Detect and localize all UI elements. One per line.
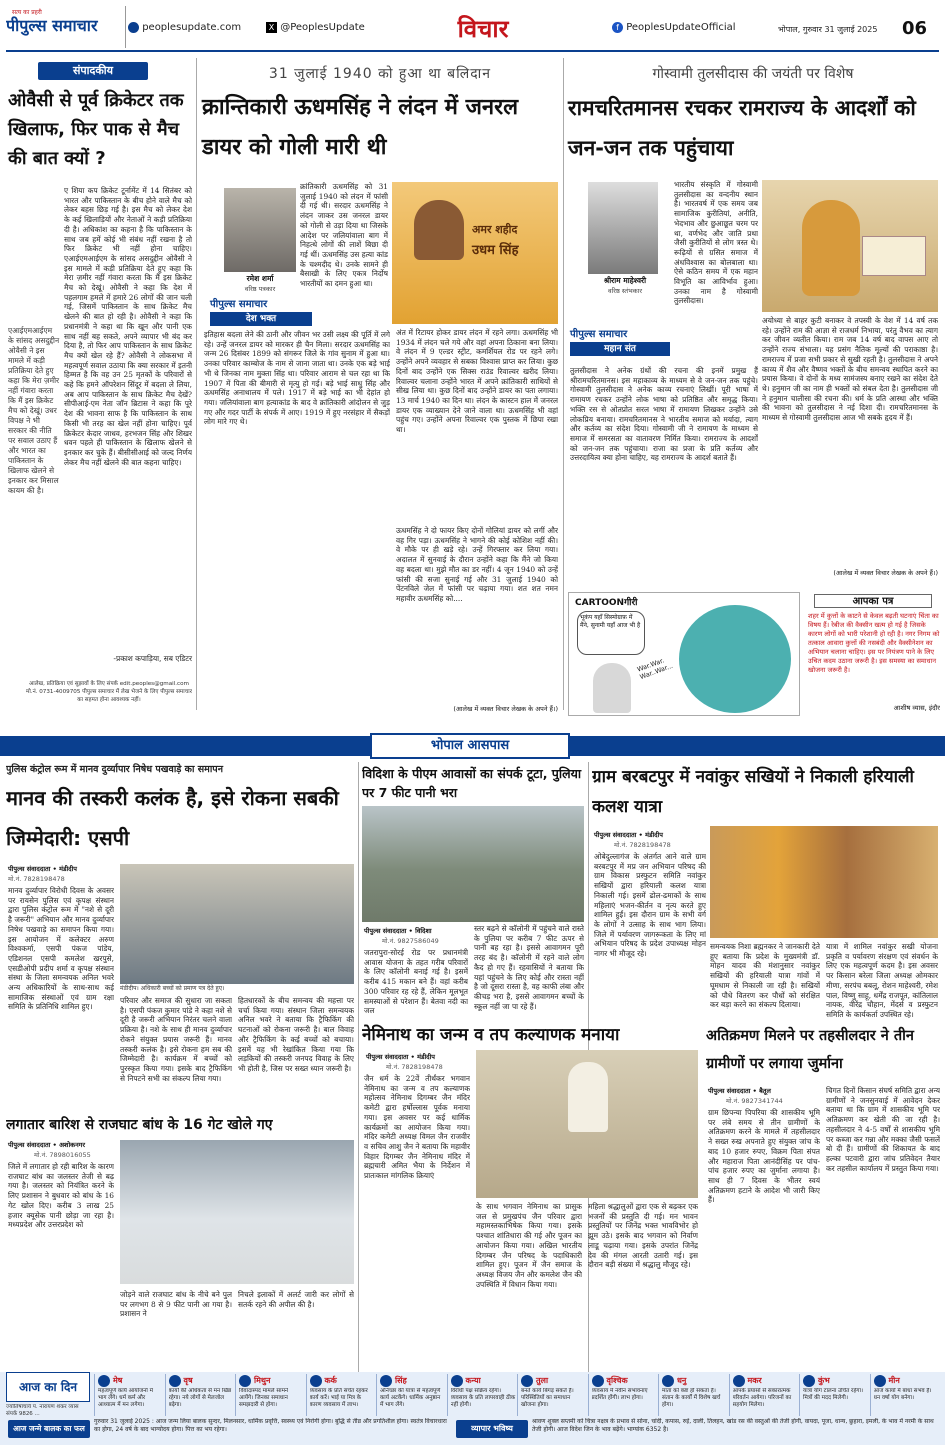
zodiac-icon xyxy=(380,1375,392,1387)
rajghat-col2: जोड़ने वाले राजघाट बांध के नीचे बने पुल पर लगभग 8 से 9 फीट पानी आ गया है। प्रशासन ने xyxy=(120,1290,232,1319)
udham-col1: क्रांतिकारी ऊधमसिंह को 31 जुलाई 1940 को लंदन में फांसी दी गई थी। सरदार ऊधमसिंह ने लंदन जाकर उस जनरल डायर को गोली से उड़ा दिया था जिसके आदेश पर जलियांवाला बाग में निहत्थे लोगों की लाशें बिछा दी गई थीं। ऊधमसिंह उस हत्या कांड के चश्मदीद थे। उनके सामने ही बैसाखी के लिए एकत्र निर्दोष भारतीयों का दमन हुआ था। xyxy=(300,182,388,289)
zodiac-sign-10 xyxy=(799,1374,869,1416)
zodiac-icon xyxy=(451,1375,463,1387)
zodiac-text: विरोधी पक्ष सक्रिय रहेगा। व्यवसाय के प्रति लापरवाही ठीक नहीं होगी। xyxy=(450,1388,516,1408)
tulsi-author-photo xyxy=(588,182,658,274)
zodiac-icon xyxy=(874,1375,886,1387)
twitter-icon: X xyxy=(266,22,277,33)
jurmana-byline: पीपुल्स संवाददाता • बैतूल xyxy=(708,1087,771,1095)
tulsi-col3: अयोध्या से बाहर कुटी बनाकर वे तपस्वी के वेश में 14 वर्ष तक रहे। उन्होंने राम की आज्ञा से राजधर्म निभाया, परंतु वैभव का त्याग कर जीवन व्यतीत किया। राम जब 14 वर्ष बाद वापस आए तो उन्होंने राज्य संभाला। यह प्रसंग नैतिक मूल्यों की पराकाष्ठा है। रामराज्य में प्रजा सभी प्रकार से सुखी रहती है। तुलसीदास ने अपने काव्य में शैव और वैष्णव भक्तों के बीच समन्वय स्थापित करने का प्रयास किया। वे दोनों के मध्य सामंजस्य बनाए रखने का संदेश देते थे। हनुमान जी का नाम ही भक्तों को संबल देता है। तुलसीदास जी ने हनुमान चालीसा की रचना की। धर्म के प्रति आस्था और भक्ति की भावना को तुलसीदास ने नई दिशा दी। रामचरितमानस के माध्यम से गोस्वामी तुलसीदास आज भी सबके हृदय में हैं। xyxy=(762,316,938,423)
zodiac-sign-0 xyxy=(94,1374,164,1416)
kalash-col3: यात्रा में शामिल नवांकुर सखी योजना प्रकृति व पर्यावरण संरक्षण एवं संवर्धन के लिए एक महत्वपूर्ण कदम है। इस अवसर पर किसान बरेला जिला अध्यक्ष ओमकार मीणा, सरपंच बबलू, रोशन माहेश्वरी, रमेश पाल, विष्णु साहू, धर्मेंद्र राजपूत, कांतिलाल नायक, वीरेंद्र चौहान, मेंदर्स व प्रस्फुटन समिति के कार्यकर्ता उपस्थित रहे। xyxy=(826,942,938,1018)
rajghat-phone: मो.नं. 7898016055 xyxy=(34,1151,91,1159)
neminath-article xyxy=(362,1024,702,1370)
trafficking-byline: पीपुल्स संवाददाता • मंडीदीप xyxy=(8,865,77,873)
zodiac-sign-7 xyxy=(588,1374,658,1416)
rajghat-col1: जिले में लगातार हो रही बारिश के कारण राजघाट बांध का जलस्तर तेजी से बढ़ गया है। जलस्तर को नियंत्रित करने के लिए प्रशासन ने बुधवार को बांध के 16 गेट खोल दिए। करीब 3 लाख 25 हजार क्यूसेक पानी छोड़ा जा रहा है। मध्यप्रदेश और उत्तरप्रदेश को xyxy=(8,1162,114,1230)
kalash-headline: ग्राम बरबटपुर में नवांकुर सखियों ने निकाली हरियाली कलश यात्रा xyxy=(592,767,914,817)
neminath-headline: नेमिनाथ का जन्म व तप कल्याणक मनाया xyxy=(362,1025,620,1045)
cartoon-box xyxy=(568,592,800,716)
vidisha-byline: पीपुल्स संवाददाता • विदिशा xyxy=(364,927,432,935)
letter-body: शहर में कुत्तों के काटने से केवल बढ़ती घटनाएं चिंता का विषय हैं। रेबीज की वैक्सीन खत्म हो गई है जिसके कारण लोगों को भारी परेशानी हो रही है। नगर निगम को तत्काल आवारा कुत्तों की नसबंदी और वैक्सीनेशन का अभियान चलाना चाहिए। इस पर नियंत्रण पाने के लिए उचित कदम उठाना जरूरी है। इस समस्या का समाधान खोजना जरूरी है। xyxy=(808,612,940,674)
editorial-body: ए शिया कप क्रिकेट टूर्नामेंट में 14 सितंबर को भारत और पाकिस्तान के बीच होने वाले मैच को लेकर बहस छिड़ गई है। इस मैच को लेकर देश के कई खिलाड़ियों और नेताओं ने कड़ी प्रतिक्रिया दी है। अधिकांश का कहना है कि पाकिस्तान के साथ जब हमें कोई भी संबंध नहीं रखना है तो फिर क्रिकेट भी नहीं होना चाहिए। एआईएमआईएम के सांसद असदुद्दीन ओवैसी ने इस मामले में कड़ी प्रतिक्रिया देते हुए कहा कि मेरा ज़मीर नहीं गंवारा करता कि मैं इस क्रिकेट मैच को देखूं। ओवैसी ने कहा कि देश में पहलगाम हमले में हमारे 26 लोगों की जान चली गई, जिसमें पाकिस्तान के साथ क्रिकेट मैच खेलने की बात हो रही है। ओवैसी ने कहा कि प्रधानमंत्री ने कहा था कि खून और पानी एक साथ नहीं बह सकते, अपने व्यापार भी बंद कर दिया है, तो फिर आप पाकिस्तान के साथ क्रिकेट मैच क्यों खेल रहे हैं? ओवैसी ने लोकसभा में महत्वपूर्ण सवाल उठाया कि क्या सरकार में इतनी हिम्मत है कि वह उन 25 मृतकों के परिवारों से कहे कि हमने ऑपरेशन सिंदूर में बदला ले लिया, अब आप पाकिस्तान के साथ क्रिकेट मैच देखें? सीपीआई-एम नेता जॉन ब्रिटास ने कहा कि पूरे देश की भावना साफ है कि पाकिस्तान के साथ किसी भी तरह का खेल नहीं होना चाहिए। पूर्व क्रिकेटर केदार जाधव, हरभजन सिंह और शिखर धवन पहले ही पाकिस्तान के खिलाफ खेलने से इनकार कर चुके हैं। बीसीसीआई को जल्द निर्णय लेकर मैच नहीं खेलने की बात कहना चाहिए। xyxy=(64,186,192,467)
cartoon-bubble: भूकंप यहाँ सिस्मोग्राफ़ में मैंने, सुनामी यहाँ आज भी है xyxy=(577,611,645,655)
zodiac-text: व्यवसाय में नवीन संभावनाएं प्रदर्शित होंगी। लाभ होगा। xyxy=(591,1388,648,1401)
neminath-col2: के साथ भगवान नेमिनाथ का प्रासुक जल से प्रमुखपंच जैन परिवार द्वारा महामस्तकाभिषेक किया गया। इसके पश्चात शांतिधारा की गई और पूजन का आयोजन किया गया। अखिल भारतीय दिगम्बर जैन परिषद के पदाधिकारी शामिल हुए। पूजन में जैन समाज के अध्यक्ष विजय जैन और कमलेश जैन की उपस्थिति में विधान किया गया। xyxy=(476,1202,582,1289)
brand-logo: पीपुल्स समाचार xyxy=(6,16,98,35)
neminath-col3: महिला श्रद्धालुओं द्वारा एक से बढ़कर एक भजनों की प्रस्तुति दी गई। मन भावन प्रस्तुतियों पर जिनेंद्र भक्त भावविभोर हो झूम उठे। इसके बाद भगवान को निर्वाण लाडू चढ़ाया गया। इसके उपरांत जिनेंद्र देव की मंगल आरती उतारी गई। इस दौरान बड़ी संख्या में श्रद्धालु मौजूद रहे। xyxy=(588,1202,698,1270)
zodiac-sign-3 xyxy=(306,1374,376,1416)
udham-footnote: (आलेख में व्यक्त विचार लेखक के अपने हैं।) xyxy=(453,705,558,713)
horoscope-title: आज का दिन xyxy=(19,1380,77,1394)
trafficking-phone: मो.नं. 7828198478 xyxy=(8,875,65,883)
zodiac-name: कर्क xyxy=(324,1376,337,1385)
tulsi-author-role: वरिष्ठ स्तंभकार xyxy=(608,287,642,295)
kalash-photo xyxy=(710,826,938,938)
udham-author-photo xyxy=(224,188,296,272)
zodiac-icon xyxy=(733,1375,745,1387)
zodiac-name: मिथुन xyxy=(254,1376,271,1385)
editorial-signature: -प्रकाश कपाड़िया, सब एडिटर xyxy=(113,654,192,663)
zodiac-text: यात्रा योग टालना उचित रहेगा। मित्रों की मदद मिलेगी। xyxy=(803,1388,864,1401)
zodiac-name: मीन xyxy=(888,1376,900,1385)
zodiac-icon xyxy=(521,1375,533,1387)
horoscope-title-box xyxy=(6,1372,90,1402)
editorial-footer: आलेख, प्रतिक्रिया एवं सुझावों के लिए संपर्क edit.peoples@gmail.com मो.नं. 0731-4009705 पीपुल्स समाचार में लेख भेजने के लिए पीपुल्स समाचार का सहमत होना आवश्यक नहीं। xyxy=(26,681,192,703)
tulsi-illustration xyxy=(762,180,938,312)
tulsi-author-name: श्रीराम माहेश्वरी xyxy=(603,276,647,285)
zodiac-icon xyxy=(169,1375,181,1387)
zodiac-icon xyxy=(803,1375,815,1387)
trafficking-col3: हितधारकों के बीच समन्वय की महत्ता पर चर्चा किया गया। संस्थान जिला समन्वयक अनिल भवरे ने बताया कि ट्रैफिकिंग की घटनाओं को रोकना जरूरी है। बाल विवाह और ट्रैफिकिंग के कई बच्चों को बचाया। इसमें यह भी रेखांकित किया गया कि लड़कियों की तस्करी जनपद विवाह के लिए भी होती है, जिस पर सख्त ध्यान जरूरी है। xyxy=(238,996,354,1073)
zodiac-text: माता को कष्ट हो सकता है। संतान के कार्यों में विशेष खर्च होगा। xyxy=(662,1388,721,1408)
udham-poster xyxy=(392,182,558,324)
dateline: भोपाल, गुरुवार 31 जुलाई 2025 xyxy=(778,25,878,34)
trafficking-col1: मानव दुर्व्यापार विरोधी दिवस के अवसर पर रायसेन पुलिस एवं कृपक्ष संस्थान द्वारा पुलिस कंट्रोल रूम में "नशे से दूरी है जरूरी" अभियान और मानव दुर्व्यापार निषेध पखवाड़े का समापन किया गया। इस आयोजन में कलेक्टर अरुण विश्वकर्मा, एसपी पंकज पांडेय, एडिशनल एसपी कमलेश खरपुसे, एसडीओपी प्रदीप शर्मा व कृपक्ष संस्थान संस्था के जिला समन्वयक अनिल भवरे अन्य अधिकारियों के साथ-साथ कई सामाजिक संस्थाओं एवं ग्राम रक्षा समिति के प्रतिनिधि शामिल हुए। xyxy=(8,886,114,1012)
trafficking-photo xyxy=(120,864,354,984)
rajghat-article xyxy=(6,1114,356,1370)
facebook-page[interactable]: PeoplesUpdateOfficial xyxy=(626,22,736,33)
jurmana-article xyxy=(706,1022,940,1370)
udham-portrait xyxy=(414,200,464,260)
tulsi-headline: रामचरितमानस रचकर रामराज्य के आदर्शों को जन-जन तक पहुंचाया xyxy=(568,96,916,160)
page-number: 06 xyxy=(902,18,928,39)
tulsi-article xyxy=(566,58,940,578)
zodiac-sign-1 xyxy=(165,1374,235,1416)
zodiac-name: तुला xyxy=(536,1376,549,1385)
tulsi-col1: भारतीय संस्कृति में गोस्वामी तुलसीदास का वन्दनीय स्थान है। भारतवर्ष में एक समय जब सामाजिक कुरीतियां, अनीति, भेदभाव और छुआछूत चरम पर था, वर्णभेद और जाति प्रथा जैसी कुरीतियों से लोग त्रस्त थे। रूढ़ियों से ग्रसित समाज में अंधविश्वास का बोलबाला था। ऐसे कठिन समय में एक महान विभूति का आविर्भाव हुआ। उनका नाम है गोस्वामी तुलसीदास। xyxy=(674,180,758,306)
facebook-icon: f xyxy=(612,22,623,33)
business-text: श्रावण शुक्ल सप्तमी को चित्रा नक्षत्र के प्रभाव से सोना, चांदी, कपास, रुई, दाली, तिलहन, खांड रस की वस्तुओं की तेजी होगी, वायदा, पूजा, धान्य, छुहारा, इमली, के भाव में नरमी के साथ तेजी होगी। आज विदेश जिन के भाव बढ़ेंगे। भाग्यांक 6352 है। xyxy=(532,1418,934,1433)
zodiac-icon xyxy=(239,1375,251,1387)
vidisha-col1: जतरापुरा-सोरई रोड पर प्रधानमंत्री आवास योजना के तहत गरीब परिवारों के लिए कॉलोनी बनाई गई है। इसमें करीब 415 मकान बने हैं। वहां करीब 300 परिवार रह रहे हैं, लेकिन मूलभूत समस्याओं से परेशान हैं। बेतवा नदी का जल xyxy=(364,948,468,1016)
local-banner-title: भोपाल आसपास xyxy=(370,733,570,759)
masthead-rule xyxy=(6,50,939,52)
jurmana-col2: चिगत दिनों किसान संघर्ष समिति द्वारा अन्य ग्रामीणों ने जनसुनवाई में आवेदन देकर बताया था कि ग्राम में शासकीय भूमि पर अतिक्रमण कर खेती की जा रही है। तहसीलदार ने 4-5 वर्षों से शासकीय भूमि पर कब्जा कर गन्ना और मक्का जैसी फसलें बो दी हैं। ग्रामीणों की शिकायत के बाद हल्का पटवारी द्वारा जांच प्रतिवेदन तैयार कर तहसील कार्यालय में प्रस्तुत किया गया। xyxy=(826,1086,940,1173)
neminath-phone: मो.नं. 7828198478 xyxy=(386,1063,443,1071)
zodiac-text: कार्यों की अधिकता से मन खिन्न रहेगा। नये लोगों से मेलजोल बढ़ेगा। xyxy=(168,1388,232,1408)
kalash-article xyxy=(592,762,940,1018)
born-today-label: आज जन्मे बालक का फल xyxy=(8,1420,90,1438)
tulsidas-figure xyxy=(802,200,860,296)
editorial-side-note: एआईएमआईएम के सांसद असदुद्दीन ओवैसी ने इस मामले में कड़ी प्रतिक्रिया देते हुए कहा कि मेरा ज़मीर नहीं गंवारा करता कि मैं इस क्रिकेट मैच को देखूं। उधर विपक्ष ने भी सरकार की नीति पर सवाल उठाए हैं और भारत का पाकिस्तान के खिलाफ खेलने से इनकार कर मिसाल कायम की है। xyxy=(8,326,60,495)
vidisha-headline: विदिशा के पीएम आवासों का संपर्क टूटा, पुलिया पर 7 फीट पानी भरा xyxy=(362,766,582,800)
zodiac-icon xyxy=(98,1375,110,1387)
kalash-phone: मो.नं. 7828198478 xyxy=(614,841,671,849)
udham-article xyxy=(200,58,560,718)
letter-title: आपका पत्र xyxy=(814,594,932,608)
trafficking-headline: मानव की तस्करी कलंक है, इसे रोकना सबकी जिम्मेदारी: एसपी xyxy=(6,786,339,850)
business-label: व्यापार भविष्य xyxy=(456,1420,528,1438)
neminath-byline: पीपुल्स संवाददाता • मंडीदीप xyxy=(366,1053,435,1061)
kalash-byline: पीपुल्स संवाददाता • मंडीदीप xyxy=(594,831,663,839)
globe-icon xyxy=(128,22,139,33)
rajghat-col3: निचले इलाकों में अलर्ट जारी कर लोगों से सतर्क रहने की अपील की है। xyxy=(238,1290,354,1309)
zodiac-text: आज कार्यों में बाधा संभव है। धन वर्षा योग बनेगा। xyxy=(873,1388,932,1401)
kalash-col2: समन्वयक निशा ब्रह्मनकर ने जानकारी देते हुए बताया कि प्रदेश के मुख्यमंत्री डॉ. मोहन यादव की मंशानुसार नवांकुर सखियों की हरियाली यात्रा गांवों में घूमधाम से निकाली जा रही है। सखियों को पौधे वितरण कर पौधों को संरक्षित कर बड़ा करने का संकल्प दिलाया। xyxy=(710,942,820,1010)
udham-headline: क्रान्तिकारी ऊधमसिंह ने लंदन में जनरल डायर को गोली मारी थी xyxy=(202,95,519,160)
kalash-col1: ओबेदुल्लागंज के अंतर्गत आने वाले ग्राम बरबटपुर में मप्र जन अभियान परिषद की ग्राम विकास प्रस्फुटन समिति नवांकुर सखियों द्वारा हरियाली कलश यात्रा निकाली गई। इसमें ढोल-ढमाकों के साथ महिलाएं भजन-कीर्तन व नृत्य करते हुए शामिल हुईं। इस दौरान ग्राम के सभी वर्ग के लोगों ने उत्साह के साथ भाग लिया। जिले में पर्यावरण जागरूकता के लिए मां अभियान परिषद के प्रदेश उपाध्यक्ष मोहन नागर भी मौजूद रहे। xyxy=(594,852,706,959)
rajghat-dam-photo xyxy=(120,1140,354,1284)
zodiac-name: वृष xyxy=(183,1376,193,1385)
brand-tagline: सत्य का प्रहरी xyxy=(12,9,42,16)
neminath-col1: जैन धर्म के 22वें तीर्थंकर भगवान नेमिनाथ का जन्म व तप कल्याणक महोत्सव नेमिनाथ दिगम्बर जैन मंदिर कमेटी द्वारा हर्षोल्लास पूर्वक मनाया गया। इस अवसर पर कई धार्मिक कार्यक्रमों का आयोजन किया गया। मंदिर कमेटी अध्यक्ष विमल जैन राजवीर व सचिव आशु जैन ने बताया कि महावीर विहार दिगम्बर जैन नेमिनाथ मंदिर में ब्रह्मचारी अमित भैया के निर्देशन में प्रातःकाल मांगलिक क्रियाएं xyxy=(364,1074,470,1181)
zodiac-sign-9 xyxy=(729,1374,799,1416)
cartoon-signs: War.War. War..War... xyxy=(636,656,674,682)
section-title: विचार xyxy=(457,15,509,42)
editorial-headline: ओवैसी से पूर्व क्रिकेटर तक खिलाफ, फिर पाक से मैच की बात क्यों ? xyxy=(8,90,184,169)
vidisha-phone: मो.नं. 9827586049 xyxy=(382,937,439,945)
tulsi-kicker: गोस्वामी तुलसीदास की जयंती पर विशेष xyxy=(652,66,854,82)
trafficking-col2: परिवार और समाज की सुधारा जा सकता है। एसपी पंकज कुमार पांडे ने कहा नशे से दूरी है जरूरी अभियान निरंतर चलने वाला प्रक्रिया है। नशे के साथ ही मानव दुर्व्यापार रोकने संयुक्त प्रयास जरूरी हैं। मानव तस्करी कलंक है। इसे रोकना हम सब की जिम्मेदारी है। कार्यक्रम में बच्चों को पुरस्कृत किया गया। इसके बाद ट्रैफिकिंग से निपटने सभी का संकल्प लिया गया। xyxy=(120,996,232,1083)
rajghat-headline: लगातार बारिश से राजघाट बांध के 16 गेट खोले गए xyxy=(6,1117,273,1133)
udham-col2: इतिहास बदला लेने की ठानी और जीवन भर उसी लक्ष्य की पूर्ति में लगे रहे। उन्हें जनरल डायर को मारकर ही चैन मिला। सरदार ऊधमसिंह का जन्म 26 दिसंबर 1899 को संगरूर जिले के गांव सुनाम में हुआ था। उनका परिवार काम्बोज के नाम से जाना जाता था। उनके एक बड़े भाई भी थे जिनका नाम मुक्ता सिंह था। परिवार आराम से चल रहा था कि 1907 में पिता की बीमारी से मृत्यु हो गई। बड़े भाई साधु सिंह और ऊधमसिंह अनाथालय में पले। 1917 में बड़े भाई का भी देहांत हो गया। जलियांवाला बाग हत्याकांड के बाद वे क्रांतिकारी आंदोलन से जुड़ गए और गदर पार्टी के संपर्क में आए। 1919 में हुए नरसंहार में सैकड़ों लोग मारे गए थे। xyxy=(204,330,390,427)
cartoon-figure xyxy=(593,663,631,713)
zodiac-icon xyxy=(662,1375,674,1387)
tulsi-col2: तुलसीदास ने अनेक ग्रंथों की रचना की इनमें प्रमुख हैं श्रीरामचरितमानस। इस महाकाव्य के माध्यम से वे जन-जन तक पहुंचे। गोस्वामी तुलसीदास ने अनेक काव्य रचनाएं लिखीं। पूरी भाषा में रामायण रचकर उन्होंने लोक भाषा को प्रतिष्ठित और समृद्ध किया। भक्ति रस से ओतप्रोत सरल भाषा में रामायण लिखकर उन्होंने उसे लोकप्रिय बनाया। रामचरितमानस ने भारतीय समाज को मर्यादा, त्याग और कर्तव्य का संदेश दिया। गोस्वामी जी ने रामायण के माध्यम से समाज में समरसता का वातावरण निर्मित किया। रामराज्य के आदर्शों को जन-जन तक पहुंचाया। राजा का प्रजा के प्रति कर्तव्य और उत्तरदायित्व क्या होना चाहिए, यह रामराज्य के आदर्श बताते हैं। xyxy=(570,366,758,463)
zodiac-text: विवादास्पद मामले सामने आयेंगे। जिनका समाधान समझदारी से होगा। xyxy=(239,1388,289,1408)
idol xyxy=(568,1062,608,1132)
editorial-block xyxy=(6,58,194,708)
trafficking-kicker: पुलिस कंट्रोल रूम में मानव दुर्व्यापार निषेध पखवाड़े का समापन xyxy=(6,764,223,775)
neminath-photo xyxy=(476,1050,698,1198)
tulsi-column-tag: महान संत xyxy=(570,342,670,356)
born-today-text: गुरुवार 31 जुलाई 2025 : आज जन्म लिया बालक सुन्दर, मिलनसार, धार्मिक प्रवृत्ति, स्वस्थ्य एवं निरोगी होगा। बुद्धि से तीव्र और प्रगतिशील होगा। स्वतंत्र विचारधारा का होगा, 24 वर्ष के बाद भाग्योदय होगा। पित्त का भय रहेगा। xyxy=(94,1418,447,1433)
editorial-tag: संपादकीय xyxy=(38,62,148,80)
zodiac-name: धनु xyxy=(677,1376,687,1385)
jurmana-phone: मो.नं. 9827341744 xyxy=(726,1097,783,1105)
zodiac-text: अनिच्छा की यात्रा से महत्वपूर्ण कार्य अटकेंगे। धार्मिक अनुष्ठान में भाग लेंगे। xyxy=(380,1388,441,1408)
zodiac-sign-5 xyxy=(447,1374,517,1416)
zodiac-text: व्यवसाय के प्रति सचेत रहकर कार्य करें। भाई या मित्र के कारण व्यवसाय में लाभ। xyxy=(309,1388,368,1408)
zodiac-name: मेष xyxy=(113,1376,123,1385)
poster-line2: उधम सिंह xyxy=(472,243,519,258)
zodiac-sign-11 xyxy=(870,1374,940,1416)
zodiac-sign-8 xyxy=(658,1374,728,1416)
trafficking-article xyxy=(6,762,356,1112)
udham-col3: अंत में रिटायर होकर डायर लंदन में रहने लगा। ऊधमसिंह भी 1934 में लंदन चले गये और वहां अपना ठिकाना बना लिया। वे लंदन में 9 एल्डर स्ट्रीट, कमर्शियल रोड पर रहने लगे। उन्होंने अपने व्यवहार से सबका विश्वास प्राप्त कर लिया। कुछ दिनों बाद उन्होंने एक सिक्स राउंड रिवाल्वर खरीद लिया। रिवाल्वर चलाना उन्होंने भारत में अपने क्रांतिकारी साथियों से सीख लिया था। कुछ दिनों बाद उन्होंने डायर का पता लगाया। 13 मार्च 1940 का दिन था। लंदन के कास्टन हाल में जनरल डायर एक व्याख्यान देने जाने वाला था। ऊधमसिंह भी वहां पहुंच गए। उन्होंने अपना रिवाल्वर एक पुस्तक में छिपा रखा था। xyxy=(396,328,558,435)
zodiac-name: मकर xyxy=(747,1376,762,1385)
udham-author-name: रमेश शर्मा xyxy=(246,274,274,283)
manuscript xyxy=(862,236,926,276)
udham-author-role: वरिष्ठ पत्रकार xyxy=(244,285,276,293)
jurmana-headline: अतिक्रमण मिलने पर तहसीलदार ने तीन ग्रामीणों पर लगाया जुर्माना xyxy=(706,1028,914,1072)
udham-column-tag: देश भक्त xyxy=(210,312,312,326)
zodiac-name: वृश्चिक xyxy=(606,1376,628,1385)
tulsi-footnote: (आलेख में व्यक्त विचार लेखक के अपने हैं।) xyxy=(833,569,938,577)
poster-line1: अमर शहीद xyxy=(472,223,518,236)
zodiac-icon xyxy=(310,1375,322,1387)
zodiac-name: कुंभ xyxy=(818,1376,830,1385)
trafficking-caption: मंडीदीप। अधिकारी बच्चों को प्रमाण पत्र देते हुए। xyxy=(120,985,225,992)
zodiac-sign-2 xyxy=(235,1374,305,1416)
letter-signature: आशीष व्यास, इंदौर xyxy=(893,704,940,712)
udham-col4: ऊधमसिंह ने दो फायर किए दोनों गोलियां डायर को लगीं और वह गिर पड़ा। ऊधमसिंह ने भागने की कोई कोशिश नहीं की। वे मौके पर ही खड़े रहे। उन्हें गिरफ्तार कर लिया गया। अदालत में सुनवाई के दौरान उन्होंने कहा कि मैंने जो किया वह बदला था। मुझे मौत का डर नहीं। 4 जून 1940 को उन्हें फांसी की सजा सुनाई गई और 31 जुलाई 1940 को पेंटनविले जेल में फांसी पर चढ़ाया गया। शत शत नमन महावीर ऊधमसिंह को.... xyxy=(396,526,558,603)
tulsi-brand-strip: पीपुल्स समाचार xyxy=(570,329,628,340)
zodiac-text: महत्वपूर्ण कार्य आयोजनों में भाग लेंगे। धर्म कर्म और आध्यात्म में मन लगेगा। xyxy=(98,1388,153,1408)
rajghat-byline: पीपुल्स संवाददाता • अशोकनगर xyxy=(8,1141,86,1149)
zodiac-text: बनते कार्य बिगड़ सकते हैं। परिस्थितियों का समाधान खोजना होगा। xyxy=(521,1388,574,1408)
vidisha-article xyxy=(362,762,584,1022)
horoscope-astrologer: ज्योतिषाचार्य पं. नारायण शंकर व्यास संपर्क 9826 ... xyxy=(6,1404,79,1417)
vidisha-photo xyxy=(362,806,584,922)
twitter-handle[interactable]: @PeoplesUpdate xyxy=(280,22,365,33)
jurmana-col1: ग्राम छिपन्या पिपरिया की शासकीय भूमि पर लंबे समय से तीन ग्रामीणों के अतिक्रमण करने के मामले में तहसीलदार ने सख्त रुख अपनाते हुए संयुक्त जांच के बाद 10 हजार रुपए, विक्रम पिता संपत और महाराज पिता आनंदीसिंह पर पांच-पांच हजार रुपए का जुर्माना लगाया है। साथ ही 7 दिवस के भीतर स्वयं अतिक्रमण हटाने के आदेश भी जारी किए हैं। xyxy=(708,1108,820,1205)
zodiac-icon xyxy=(592,1375,604,1387)
vidisha-col2: स्तर बढ़ने से कॉलोनी में पहुंचने वाले रास्ते के पुलिया पर करीब 7 फीट ऊपर से पानी बह रहा है। इससे आवागमन पूरी तरह बंद है। कॉलोनी में रहने वाले लोग कैद हो गए हैं। रहवासियों ने बताया कि यहां पहुंचने के लिए कोई और रास्ता नहीं है जो दूसरा रास्ता है, वह काफी लंबा और कीचड़ भरा है, इससे आवागमन बच्चों के स्कूल नहीं जा पा रहे हैं। xyxy=(474,924,584,1011)
udham-brand-strip: पीपुल्स समाचार xyxy=(210,299,268,310)
zodiac-name: सिंह xyxy=(395,1376,407,1385)
udham-kicker: 31 जुलाई 1940 को हुआ था बलिदान xyxy=(268,66,492,82)
letter-box xyxy=(806,592,940,716)
zodiac-sign-4 xyxy=(376,1374,446,1416)
cartoon-label: CARTOONगीरी xyxy=(575,598,638,608)
zodiac-name: कन्या xyxy=(465,1376,481,1385)
zodiac-sign-6 xyxy=(517,1374,587,1416)
website-link[interactable]: peoplesupdate.com xyxy=(142,22,242,33)
zodiac-text: आपके प्रयासों से सकारात्मक परिवर्तन आयेगा। परिजनों का सहयोग मिलेगा। xyxy=(732,1388,792,1408)
